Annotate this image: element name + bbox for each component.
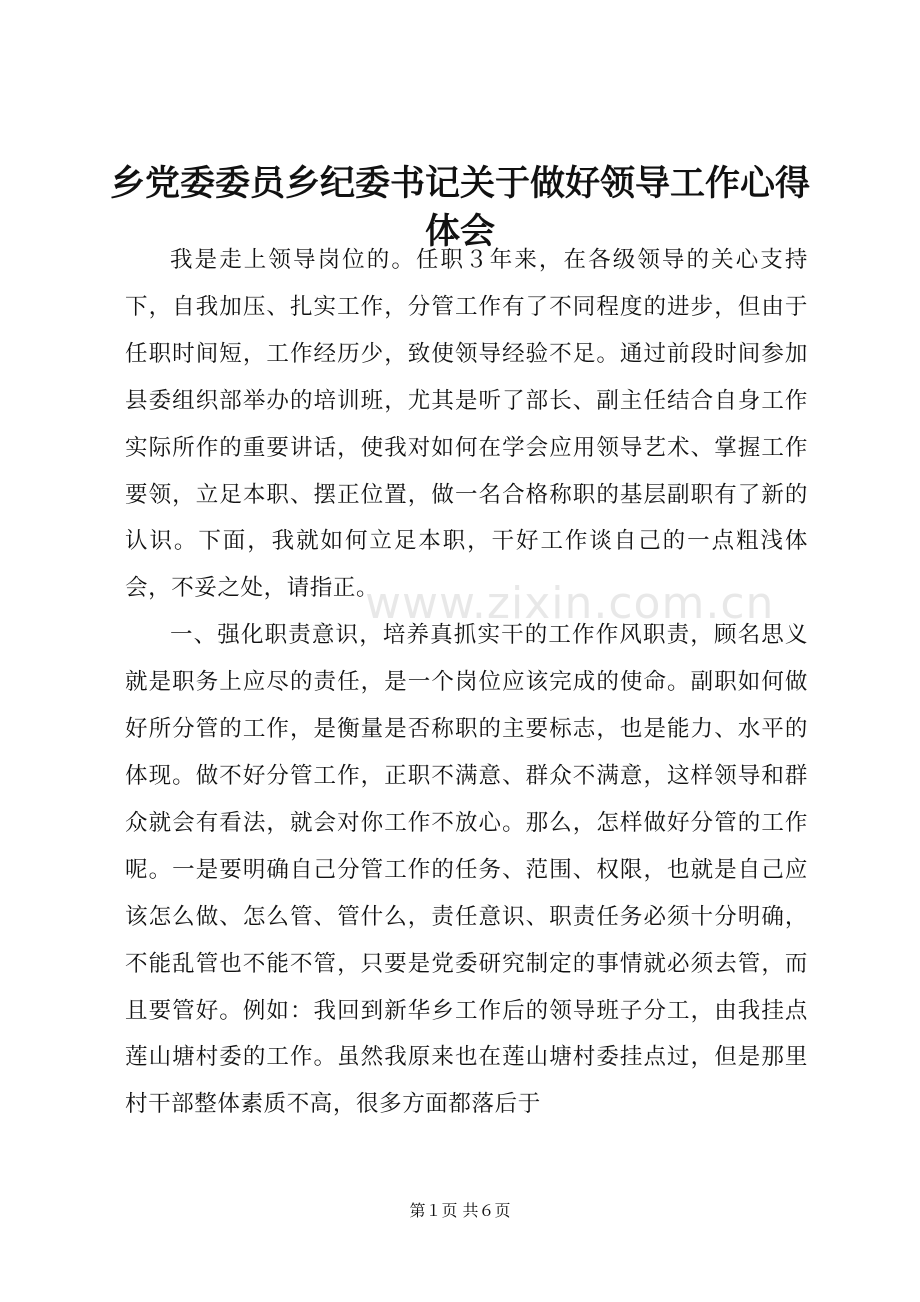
paragraph-intro: 我是走上领导岗位的。任职３年来，在各级领导的关心支持下，自我加压、扎实工作，分管工作有了不同程度的进步，但由于任职时间短，工作经历少，致使领导经验不足。通过前段时间参加县委组织部举办的培训班，尤其是听了部长、副主任结合自身工作实际所作的重要讲话，使我对如何在学会应用领导艺术、掌握工作要领，立足本职、摆正位置，做一名合格称职的基层副职有了新的认识。下面，我就如何立足本职，干好工作谈自己的一点粗浅体会，不妥之处，请指正。	[125, 247, 808, 602]
watermark: www.zixin.com.cn	[365, 578, 775, 629]
page-footer: 第１页 共６页	[409, 1201, 511, 1220]
document-title: 乡党委委员乡纪委书记关于做好领导工作心得体会	[110, 163, 811, 252]
document-body	[125, 237, 808, 1128]
paragraph-section-one: 一、强化职责意识，培养真抓实干的工作作风职责，顾名思义就是职务上应尽的责任，是一个岗位应该完成的使命。副职如何做好所分管的工作，是衡量是否称职的主要标志，也是能力、水平的体现。做不好分管工作，正职不满意、群众不满意，这样领导和群众就会有看法，就会对你工作不放心。那么，怎样做好分管的工作呢。一是要明确自己分管工作的任务、范围、权限，也就是自己应该怎么做、怎么管、管什么，责任意识、职责任务必须十分明确，不能乱管也不能不管，只要是党委研究制定的事情就必须去管，而且要管好。例如：我回到新华乡工作后的领导班子分工，由我挂点莲山塘村委的工作。虽然我原来也在莲山塘村委挂点过，但是那里村干部整体素质不高，很多方面都落后于	[125, 622, 808, 1118]
